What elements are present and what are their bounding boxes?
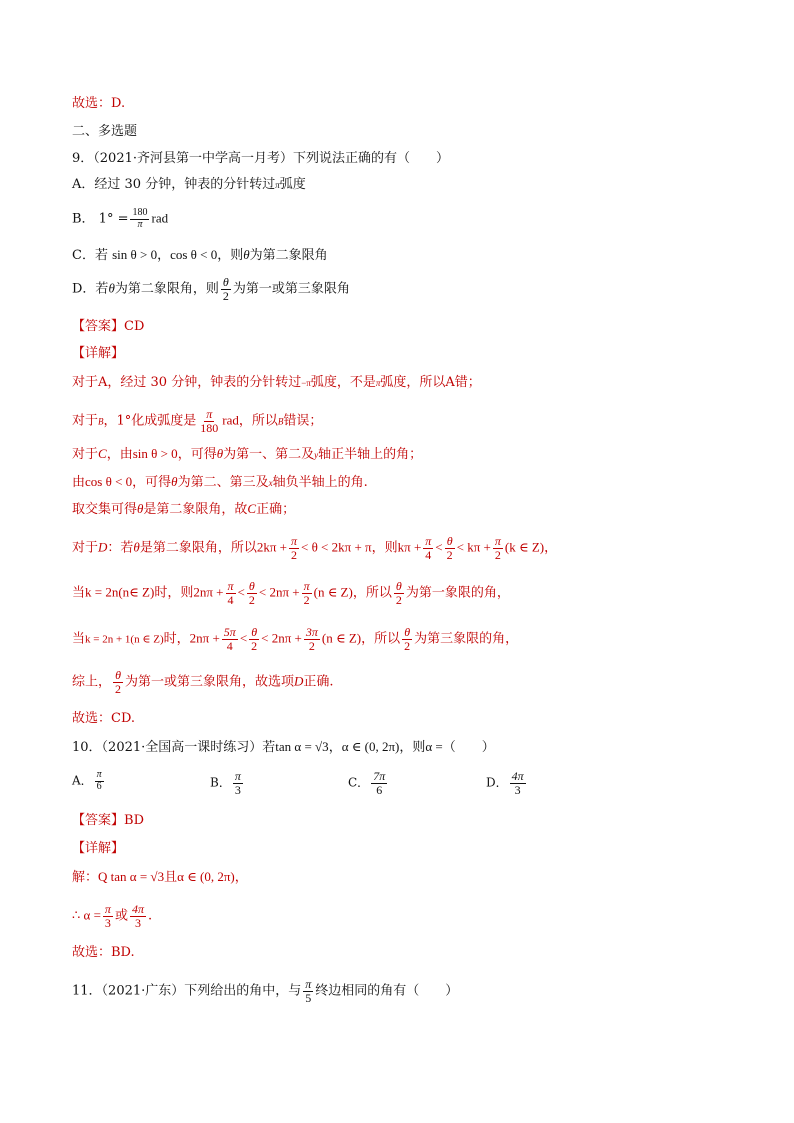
q9-option-c-text: C．若	[72, 248, 108, 263]
q9-option-a-pi: π	[275, 180, 280, 190]
q9-d7-text: 当	[72, 585, 86, 601]
q9-d6-frac1	[289, 535, 299, 561]
q9-d3-text: 对于	[72, 447, 99, 462]
q9-option-d-mid: 为第二象限角，则	[114, 281, 219, 297]
q9-d2-fraction	[198, 408, 220, 434]
q11-stem-text: 11．（2021·广东）下列给出的角中，与	[72, 983, 302, 999]
q10-s1-m2: α ∈ (0, 2π)	[177, 869, 235, 884]
q10-final-answer	[72, 946, 135, 959]
q10-option-d-den: 3	[514, 782, 521, 797]
q9-d1-math: −π	[301, 378, 311, 388]
q9-d2-numerator: π	[206, 407, 213, 421]
q10-stem-m1: tan α = √3	[275, 739, 329, 754]
q9-d6-suffix: ，	[544, 540, 558, 556]
section-heading	[72, 125, 137, 138]
q10-s1-mid: 且	[164, 870, 178, 885]
q9-d7-frac1-num: π	[227, 579, 234, 593]
q9-d6-frac3-num: θ	[446, 534, 453, 548]
q9-d3-mid3: 为第一、第二及	[223, 447, 315, 462]
q9-option-d-denominator: 2	[222, 288, 229, 303]
q9-d7-frac2-num: θ	[248, 579, 255, 593]
q9-d2-suffix: 错误；	[283, 413, 323, 429]
q11-stem-num: π	[305, 977, 312, 991]
q9-d4-x: x	[268, 478, 273, 488]
q10-s2-frac1-num: π	[104, 902, 111, 916]
q9-d8-m2: 2nπ +	[189, 630, 220, 646]
q9-d4-math: cos θ < 0	[85, 474, 133, 489]
q9-answer-value: CD	[124, 319, 145, 334]
q9-answer	[72, 320, 144, 333]
q10-s2-frac2-den: 3	[134, 915, 141, 930]
q9-option-c-theta: θ	[243, 247, 250, 262]
q9-d6-m1: 2kπ +	[256, 539, 287, 555]
q9-detail-line-8	[72, 626, 518, 652]
q9-option-c-cos: cos θ < 0	[170, 247, 218, 262]
q9-d8-text: 当	[72, 631, 86, 647]
q9-d6-mid3: ，则	[371, 540, 398, 556]
q10-answer	[72, 814, 144, 827]
q9-d1-suffix: 弧度，所以A错；	[380, 375, 481, 390]
q9-option-c-sin: sin θ > 0	[112, 247, 158, 262]
q10-option-c-den: 6	[376, 782, 383, 797]
q9-d3-math: sin θ > 0	[132, 446, 178, 461]
q10-s1-text: 解：	[72, 870, 99, 885]
q11-stem-suffix: 终边相同的角有（ ）	[315, 983, 459, 999]
q9-d6-text: 对于	[72, 540, 99, 556]
q9-d2-b: B	[98, 416, 104, 427]
q9-option-b-fraction	[130, 208, 149, 230]
q9-d9-mid: 为第一或第三象限角，故选项	[125, 674, 295, 690]
q9-option-c-suffix: 为第二象限角	[249, 248, 328, 263]
q9-d5-c: C	[247, 501, 257, 516]
q9-d6-m6: (k ∈ Z)	[504, 539, 545, 555]
section-heading-text: 二、多选题	[72, 124, 138, 139]
q9-d6-m2: < θ < 2kπ + π	[301, 539, 372, 555]
q10-option-a-fraction	[95, 770, 104, 792]
q10-stem-suffix: （ ）	[442, 740, 495, 755]
q9-option-a	[72, 178, 306, 191]
q9-d6-frac4	[493, 535, 503, 561]
q10-s2-frac1	[103, 903, 113, 929]
q10-option-b-den: 3	[234, 782, 241, 797]
q9-d6-frac3-den: 2	[446, 547, 453, 562]
q10-option-a-num: π	[96, 769, 102, 780]
q9-option-b-numerator: 180	[132, 207, 148, 218]
q9-d8-frac1-den: 4	[226, 638, 233, 653]
q9-d6-m4: <	[435, 539, 443, 555]
q9-d7-m5: (n ∈ Z)	[313, 584, 353, 600]
q9-option-a-suffix: 弧度	[279, 177, 306, 192]
q9-d1-mid: 弧度，不是	[310, 375, 376, 390]
q9-d7-frac2	[247, 580, 257, 606]
q9-d4-mid: ，可得	[132, 475, 172, 490]
q9-d6-frac3	[445, 535, 455, 561]
q9-option-d-suffix: 为第一或第三象限角	[232, 281, 350, 297]
q10-stem-m3: α =	[425, 739, 443, 754]
q9-d6-frac2	[423, 535, 433, 561]
q9-d6-frac2-num: π	[425, 534, 432, 548]
q9-d3-y: y	[314, 450, 319, 460]
q9-d7-m4: < 2nπ +	[258, 584, 300, 600]
q9-d5-suffix: 正确；	[256, 502, 296, 517]
q9-d6-frac2-den: 4	[425, 547, 432, 562]
q9-d5-mid: 是第二象限角，故	[143, 502, 248, 517]
q10-s2-or: 或	[114, 908, 128, 924]
q9-option-a-text: A．经过 30 分钟，钟表的分针转过	[72, 177, 276, 192]
q10-s2-m: ∴ α =	[72, 907, 101, 923]
q9-answer-tag: 【答案】	[72, 319, 125, 334]
q9-d8-frac2-den: 2	[251, 638, 258, 653]
q10-option-d-label: D．	[486, 775, 508, 790]
q9-stem-text: 9．（2021·齐河县第一中学高一月考）下列说法正确的有（ ）	[72, 151, 449, 166]
q10-option-a	[72, 770, 106, 792]
q9-d7-frac3	[302, 580, 312, 606]
q9-d8-m4: < 2nπ +	[261, 630, 302, 646]
q9-option-b	[72, 208, 168, 230]
q9-d6-m5: < kπ +	[456, 539, 491, 555]
q9-d6-theta: θ	[133, 539, 140, 555]
q9-d3-mid: ，由	[106, 447, 133, 462]
q9-d9-text: 综上，	[72, 674, 112, 690]
q9-d3-suffix: 轴正半轴上的角；	[318, 447, 423, 462]
q9-d2-mid: ，1°化成弧度是	[103, 413, 197, 429]
q9-d7-frac2-den: 2	[248, 592, 255, 607]
q9-d8-frac4-den: 2	[404, 638, 411, 653]
q9-d9-frac-num: θ	[115, 668, 121, 682]
q10-stem-sep: ，	[328, 740, 342, 755]
q9-detail-heading	[72, 347, 124, 360]
q9-d3-mid2: ，可得	[177, 447, 217, 462]
q10-stem	[72, 740, 495, 754]
q9-detail-line-3	[72, 447, 422, 461]
q10-option-d-num: 4π	[511, 769, 524, 783]
q9-detail-line-6	[72, 535, 557, 561]
q10-answer-tag: 【答案】	[72, 813, 125, 828]
q9-d4-theta: θ	[171, 474, 178, 489]
q9-d6-frac1-num: π	[290, 534, 297, 548]
q10-detail-line-1	[72, 870, 248, 884]
q9-option-d-theta: θ	[108, 280, 115, 296]
q9-d4-text: 由	[72, 475, 86, 490]
q9-d7-frac4-num: θ	[395, 579, 402, 593]
q10-s2-frac2-num: 4π	[131, 902, 144, 916]
q9-d3-c: C	[98, 446, 107, 461]
q9-d8-frac2-num: θ	[251, 625, 258, 639]
q9-d1-pi: π	[375, 378, 381, 388]
q9-detail-line-4	[72, 475, 368, 489]
q10-option-d	[486, 770, 528, 796]
q10-final-text: 故选：BD.	[72, 945, 135, 960]
q9-final-answer	[72, 712, 135, 725]
q9-d6-frac4-num: π	[494, 534, 501, 548]
q9-d8-m1: k = 2n + 1(n ∈ Z)	[85, 633, 164, 646]
q9-d8-frac3	[304, 626, 320, 652]
q9-d8-suffix: 为第三象限的角，	[414, 631, 519, 647]
q11-stem-fraction	[303, 978, 313, 1004]
q9-option-d-numerator: θ	[222, 275, 229, 289]
q10-s2-suffix: .	[147, 908, 153, 924]
q9-option-c-mid: ，则	[217, 248, 244, 263]
q10-option-d-fraction	[510, 770, 526, 796]
q9-d7-frac3-den: 2	[303, 592, 310, 607]
q10-s2-frac2	[130, 903, 146, 929]
q9-detail-line-7	[72, 580, 510, 606]
q9-d8-mid2: ，所以	[361, 631, 401, 647]
q10-option-b	[210, 770, 245, 796]
q10-detail-heading	[72, 842, 124, 855]
q9-d8-frac3-num: 3π	[305, 625, 318, 639]
q10-option-c	[348, 770, 389, 796]
q11-stem	[72, 978, 458, 1004]
q9-option-b-unit: rad	[151, 210, 169, 226]
q10-option-a-label: A．	[72, 773, 93, 788]
q9-d2-text: 对于	[72, 413, 99, 429]
q9-stem	[72, 152, 449, 165]
q9-d7-m3: <	[237, 584, 245, 600]
q9-d9-frac-den: 2	[115, 681, 122, 696]
q10-stem-text: 10．（2021·全国高一课时练习）若	[72, 740, 276, 755]
q9-d6-frac1-den: 2	[290, 547, 297, 562]
q9-detail-line-2	[72, 408, 322, 434]
q9-d2-mid2: ，所以	[238, 413, 278, 429]
q9-d8-m5: (n ∈ Z)	[321, 630, 362, 646]
q10-detail-tag: 【详解】	[72, 841, 125, 856]
previous-answer-line	[72, 97, 125, 110]
q10-s2-frac1-den: 3	[104, 915, 111, 930]
q9-detail-line-1	[72, 376, 481, 389]
q9-d4-suffix: 轴负半轴上的角.	[272, 475, 368, 490]
q9-option-d-fraction	[221, 276, 231, 302]
q9-d6-d: D	[98, 539, 108, 555]
q10-detail-line-2	[72, 903, 152, 929]
q10-option-b-num: π	[234, 769, 241, 783]
q9-d9-frac	[113, 669, 123, 695]
q9-d7-frac4	[394, 580, 404, 606]
q9-d7-frac1-den: 4	[227, 592, 234, 607]
q9-d6-mid: ：若	[107, 540, 134, 556]
q9-d8-frac1-num: 5π	[223, 625, 236, 639]
q10-option-a-den: 6	[96, 780, 102, 792]
q9-d9-d: D	[294, 673, 304, 689]
q9-d6-mid2: 是第二象限角，所以	[139, 540, 257, 556]
q9-d7-m1: k = 2n(n∈ Z)	[85, 584, 155, 600]
q10-option-c-num: 7π	[373, 769, 386, 783]
q9-option-c-sep: ，	[157, 248, 171, 263]
q10-option-b-fraction	[233, 770, 243, 796]
q9-d8-mid: 时，	[163, 631, 190, 647]
q9-detail-tag: 【详解】	[72, 346, 125, 361]
q9-d1-text: 对于A，经过 30 分钟，钟表的分针转过	[72, 375, 302, 390]
q9-d7-m2: 2nπ +	[193, 584, 224, 600]
q9-d7-frac1	[226, 580, 236, 606]
q9-d4-mid2: 为第二、第三及	[177, 475, 269, 490]
q9-detail-line-9	[72, 669, 334, 695]
q9-d7-suffix: 为第一象限的角，	[405, 585, 510, 601]
q9-d5-theta: θ	[137, 501, 144, 516]
q9-d7-mid2: ，所以	[352, 585, 392, 601]
q9-d3-theta: θ	[216, 446, 224, 461]
q9-detail-line-5	[72, 502, 295, 516]
q9-d2-denominator: 180	[200, 420, 219, 435]
q9-option-b-text: B． 1° =	[72, 211, 129, 227]
q11-stem-den: 5	[305, 990, 312, 1005]
q9-d7-mid: 时，则	[154, 585, 194, 601]
q10-option-c-label: C．	[348, 775, 370, 790]
q9-d7-frac3-num: π	[303, 579, 310, 593]
q9-d2-b2: B	[277, 416, 284, 427]
q10-option-b-label: B．	[210, 775, 231, 790]
q9-final-text: 故选：CD.	[72, 711, 136, 726]
q9-option-d	[72, 276, 350, 302]
q9-option-b-denominator: π	[137, 218, 143, 230]
q9-d8-frac4	[402, 626, 412, 652]
q10-stem-m2: α ∈ (0, 2π)	[341, 739, 400, 754]
previous-answer-text: 故选：D.	[72, 96, 126, 111]
q9-d6-m3: kπ +	[397, 539, 422, 555]
q9-d8-frac4-num: θ	[404, 625, 411, 639]
q9-d5-text: 取交集可得	[72, 502, 138, 517]
q9-option-d-text: D．若	[72, 281, 109, 297]
q9-d8-frac3-den: 2	[308, 638, 315, 653]
q9-d8-frac2	[249, 626, 259, 652]
q10-s1-suffix: ，	[234, 870, 248, 885]
q9-d7-frac4-den: 2	[395, 592, 402, 607]
q10-answer-value: BD	[124, 813, 144, 828]
q10-stem-mid: ，则	[399, 740, 426, 755]
q9-d8-m3: <	[239, 630, 248, 646]
q10-option-c-fraction	[371, 770, 387, 796]
q9-d8-frac1	[222, 626, 238, 652]
q9-d9-suffix: 正确.	[303, 674, 334, 690]
q9-d6-frac4-den: 2	[494, 547, 501, 562]
q9-option-c	[72, 248, 328, 262]
q10-s1-m1: Q tan α = √3	[98, 869, 165, 884]
q9-d2-unit: rad	[222, 412, 239, 428]
